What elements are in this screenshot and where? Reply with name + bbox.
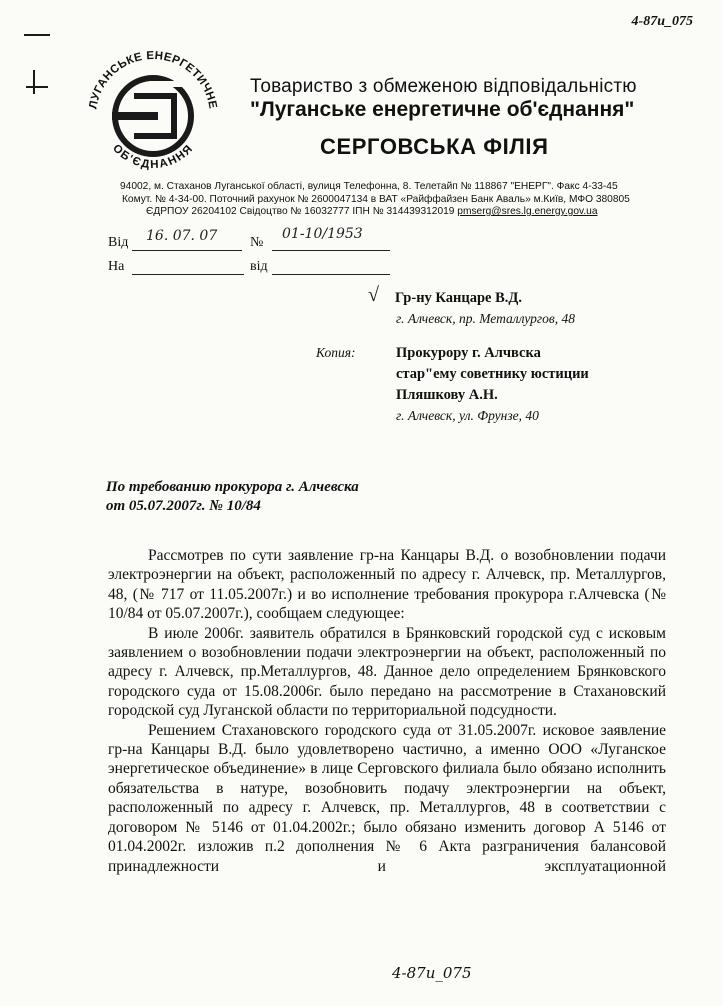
- requisites-line3: ЄДРПОУ 26204102 Свідоцтво № 16032777 ІПН № 314439312019: [146, 206, 455, 217]
- outgoing-number: 01-10/1953: [282, 226, 363, 242]
- filing-mark: [33, 70, 35, 94]
- email-address: pmserg@sres.lg.energy.gov.ua: [457, 206, 598, 217]
- from2-label: від: [250, 259, 268, 274]
- filing-mark: [24, 34, 50, 36]
- logo-text-bottom: ОБ'ЄДНАННЯ: [110, 142, 196, 172]
- handwritten-archive-code: 4-87и_075: [392, 964, 472, 982]
- archive-code: 4-87и_075: [631, 14, 693, 29]
- org-name-line2: "Луганське енергетичне об'єднання": [250, 98, 635, 121]
- body-paragraph: Рассмотрев по сути заявление гр-на Канцары В.Д. о возобновлении подачи электроэнергии на объект, расположенный по адресу г. Алчевск, пр. Металлургов, 48, (№ 717 от 11.05.2007г.) и во исполнение требования прокурора г.Алчевска (№ 10/84 от 05.07.2007г.), сообщаем следующее:: [108, 547, 666, 623]
- logo-text-top: ЛУГАНСЬКЕ ЕНЕРГЕТИЧНЕ: [87, 49, 219, 110]
- incoming-number-line: [132, 256, 244, 275]
- copy-recipient-line3: Пляшкову А.Н.: [396, 387, 498, 403]
- body-paragraph: Решением Стахановского городского суда от 31.05.2007г. исковое заявление гр-на Канцары В.Д. было удовлетворено частично, а именно ООО «Луганское энергетическое объединение» в лице Серговского филиала было обязано исполнить обязательства в натуре, возобновить подачу электроэнергии на объект, расположенный по адресу г. Алчевск, пр. Металлургов, 48 в соответствии с договором № 5146 от 01.04.2002г.; было обязано изменить договор А 5146 от 01.04.2002г. изложив п.2 дополнения № 6 Акта разграничения балансовой принадлежности и эксплуатационной: [108, 721, 666, 875]
- requisites-line1: 94002, м. Стаханов Луганської області, вулиця Телефонна, 8. Телетайп № 118867 "ЕНЕРГ". Факс 4-33-45: [120, 181, 618, 192]
- org-name-line1: Товариство з обмеженою відповідальністю: [250, 76, 637, 97]
- letter-body: [108, 546, 666, 876]
- copy-recipient-address: г. Алчевск, ул. Фрунзе, 40: [396, 408, 539, 423]
- recipient-name: Гр-ну Канцаре В.Д.: [395, 290, 522, 306]
- company-logo: [78, 38, 228, 188]
- recipient-address: г. Алчевск, пр. Металлургов, 48: [396, 311, 576, 326]
- body-paragraph: В июле 2006г. заявитель обратился в Брянковский городской суд с исковым заявлением о возобновлении подачи электроэнергии на объект, расположенный по адресу г. Алчевск, пр.Металлургов, 48. Данное дело определением Брянковского городского суда от 15.08.2006г. было передано на рассмотрение в Стахановский городской суд Луганской области по территориальной подсудности.: [108, 624, 666, 720]
- copy-recipient-line1: Прокурору г. Алчвска: [396, 345, 541, 361]
- to-label: На: [108, 259, 125, 274]
- branch-name: СЕРГОВСЬКА ФІЛІЯ: [320, 134, 549, 159]
- check-mark: √: [368, 284, 379, 306]
- requisites: [120, 181, 680, 219]
- requisites-line2: Комут. № 4-34-00. Поточний рахунок № 2600047134 в ВАТ «Райффайзен Банк Аваль» м.Київ, МФО 380805: [122, 193, 630, 205]
- copy-recipient-line2: стар"ему советнику юстиции: [396, 366, 589, 382]
- from-label: Від: [108, 235, 129, 250]
- organization-header: [250, 76, 670, 160]
- filing-mark: [26, 86, 48, 88]
- subject-line1: По требованию прокурора г. Алчевска: [106, 479, 359, 495]
- copy-label: Копия:: [316, 345, 356, 360]
- number-label: №: [250, 235, 264, 250]
- incoming-date-line: [272, 256, 390, 275]
- subject-line2: от 05.07.2007г. № 10/84: [106, 498, 261, 514]
- letter-subject: [106, 478, 359, 516]
- outgoing-date: 16. 07. 07: [146, 228, 218, 244]
